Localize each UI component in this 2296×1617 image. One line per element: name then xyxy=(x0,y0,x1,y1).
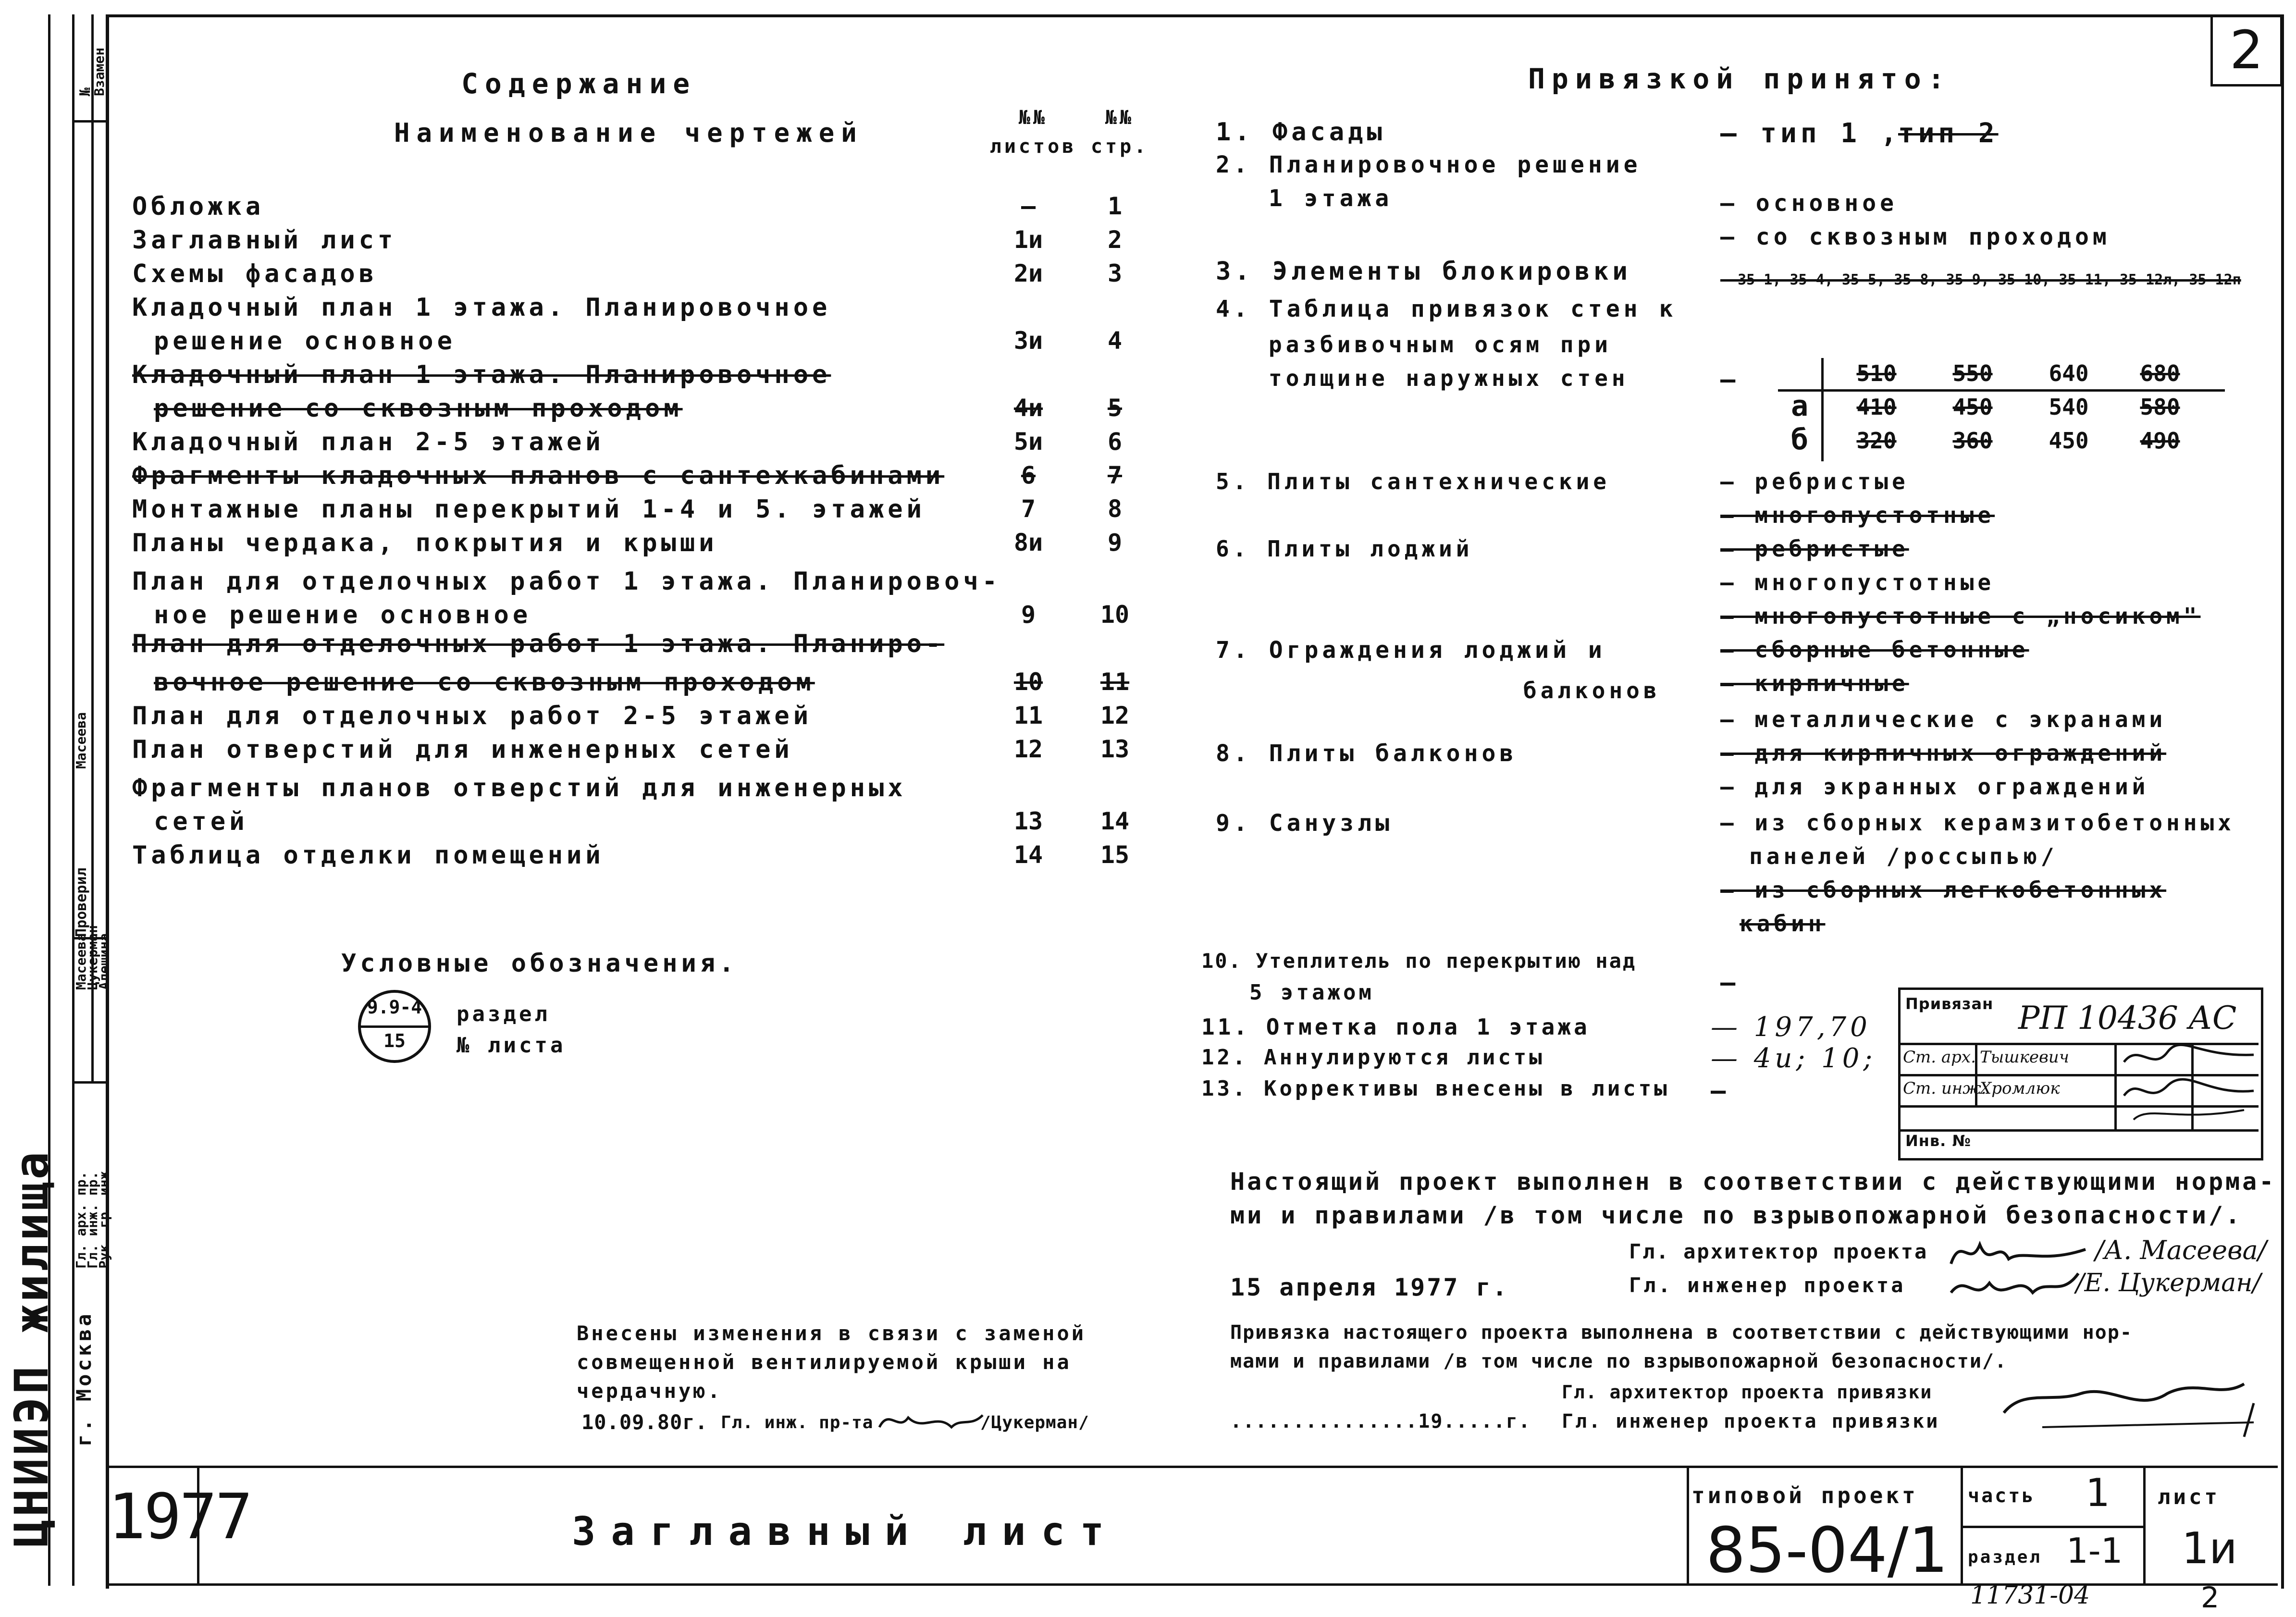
contents-row-name: Схемы фасадов xyxy=(132,259,378,288)
adopted-item-12: 12. Аннулируются листы xyxy=(1201,1045,1545,1070)
adopted-value-12: — 4и; 10; xyxy=(1711,1043,1876,1074)
changes-line-2: совмещенной вентилируемой крыши на xyxy=(577,1350,1072,1374)
adopted-value-6: — многопустотные xyxy=(1720,569,1995,595)
sidebar-name-2: Цукерман xyxy=(85,925,100,990)
legend-title: Условные обозначения. xyxy=(341,949,738,978)
binding-date: ...............19.....г. xyxy=(1230,1410,1531,1432)
adopted-value-13: — xyxy=(1711,1076,1730,1105)
statement-date: 15 апреля 1977 г. xyxy=(1230,1273,1509,1301)
legend-symbol-bottom: 15 xyxy=(383,1030,406,1051)
contents-row-page: 7 xyxy=(1107,461,1123,489)
contents-row-sheet: 5и xyxy=(1013,428,1043,456)
contents-row-sheet: 1и xyxy=(1013,226,1043,254)
adopted-value-7: — металлические с экранами xyxy=(1720,706,2167,732)
wall-table-row-label: б xyxy=(1790,423,1809,457)
changes-line-1: Внесены изменения в связи с заменой xyxy=(577,1321,1086,1345)
wall-table-cell: 640 xyxy=(2049,360,2089,386)
statement-line-2: ми и правилами /в том числе по взрывопожарной безопасности/. xyxy=(1230,1201,2243,1229)
title-sheet-label: лист xyxy=(2158,1485,2220,1509)
adopted-value-2: — основное xyxy=(1720,190,1898,217)
contents-row-name: Монтажные планы перекрытий 1-4 и 5. этажей xyxy=(132,495,926,524)
title-part-value: 1 xyxy=(2086,1470,2110,1515)
contents-row-page: 11 xyxy=(1100,668,1130,696)
title-page-number: 2 xyxy=(2201,1581,2220,1615)
title-sheet-value: 1и xyxy=(2182,1523,2237,1574)
contents-row-sheet: 8и xyxy=(1013,529,1043,556)
contents-header-pages: №№ стр. xyxy=(1091,107,1149,158)
contents-row-name-cont: ное решение основное xyxy=(154,601,532,630)
adopted-item-2-cont: 1 этажа xyxy=(1269,185,1393,212)
contents-row-name: Обложка xyxy=(132,192,265,221)
contents-row-page: 9 xyxy=(1107,529,1123,556)
contents-row-name: Фрагменты кладочных планов с сантехкабинами xyxy=(132,461,945,490)
stamp-role-2: Ст. инж. xyxy=(1903,1079,1987,1098)
contents-row-page: 13 xyxy=(1100,735,1130,763)
legend-symbol-top: 9.9-4 xyxy=(367,997,422,1018)
contents-row-sheet: 11 xyxy=(1013,702,1043,729)
stamp-bound-value: РП 10436 АС xyxy=(2018,1000,2237,1037)
contents-row-page: 10 xyxy=(1100,601,1130,629)
adopted-item-8: 8. Плиты балконов xyxy=(1216,740,1518,767)
adopted-value-3: — 35-1, 35-4, 35-5, 35-8, 35-9, 35-10, 35-11, 35-12л, 35-12п xyxy=(1720,272,2241,288)
adopted-value-9-struck2: кабин xyxy=(1740,911,1826,937)
statement-chief-eng-name: /Е. Цукерман/ xyxy=(2076,1269,2261,1297)
wall-table-cell: 510 xyxy=(1856,360,1897,386)
adopted-item-4-cont: разбивочным осям при xyxy=(1269,332,1612,358)
stamp-inv-label: Инв. № xyxy=(1905,1132,1971,1150)
contents-row-page: 6 xyxy=(1107,428,1123,456)
sidebar-line xyxy=(72,120,106,123)
changes-date: 10.09.80г. xyxy=(581,1410,708,1434)
contents-row-name: Планы чердака, покрытия и крыши xyxy=(132,529,718,557)
contents-row-name: Кладочный план 1 этажа. Планировочное xyxy=(132,293,831,322)
titleblock-top-line xyxy=(106,1466,2278,1468)
statement-chief-arch: Гл. архитектор проекта xyxy=(1629,1240,1928,1263)
stamp-line xyxy=(2114,1043,2117,1129)
wall-table-cell: 540 xyxy=(2049,394,2089,420)
contents-row-name: Фрагменты планов отверстий для инженерных xyxy=(132,774,907,802)
sidebar-name-3: Алешина xyxy=(96,933,112,990)
title-archive-number: 11731-04 xyxy=(1970,1581,2090,1610)
contents-row-name-cont: решение со сквозным проходом xyxy=(154,394,683,423)
contents-row-name: Заглавный лист xyxy=(132,226,397,255)
changes-line-3: чердачную. xyxy=(577,1379,722,1403)
wall-table-vline xyxy=(1821,358,1824,461)
contents-row-sheet: 3и xyxy=(1013,327,1043,355)
adopted-value-11: — 197,70 xyxy=(1711,1012,1871,1043)
contents-row-page: 5 xyxy=(1107,394,1123,422)
contents-row-name-cont: вочное решение со сквозным проходом xyxy=(154,668,815,697)
adopted-item-2: 2. Планировочное решение xyxy=(1216,151,1642,178)
contents-row-name: Таблица отделки помещений xyxy=(132,841,605,870)
stamp-bound-label: Привязан xyxy=(1905,995,1994,1013)
adopted-value-9: — из сборных керамзитобетонных xyxy=(1720,810,2235,836)
binding-chief-eng: Гл. инженер проекта привязки xyxy=(1562,1410,1940,1432)
adopted-item-7: 7. Ограждения лоджий и xyxy=(1216,637,1606,664)
titleblock-line xyxy=(1961,1526,2143,1528)
contents-row-page: 14 xyxy=(1100,807,1130,835)
titleblock-line xyxy=(2143,1466,2146,1586)
titleblock-line xyxy=(1687,1466,1689,1586)
contents-row-name: План для отделочных работ 2-5 этажей xyxy=(132,702,813,730)
contents-row-name-cont: сетей xyxy=(154,807,248,836)
adopted-value-1-struck: тип 2 xyxy=(1898,118,1999,149)
adopted-value-9-struck: — из сборных легкобетонных xyxy=(1720,877,2167,903)
wall-table-cell: 580 xyxy=(2140,394,2180,420)
adopted-value-6-struck: — ребристые xyxy=(1720,536,1909,562)
wall-table-cell: 450 xyxy=(1952,394,1993,420)
adopted-value-2b: — со сквозным проходом xyxy=(1720,223,2111,250)
contents-row-page: 3 xyxy=(1107,259,1123,287)
contents-row-name: План для отделочных работ 1 этажа. Планировоч- xyxy=(132,567,1001,596)
adopted-item-11: 11. Отметка пола 1 этажа xyxy=(1201,1014,1590,1040)
title-part-label: часть xyxy=(1968,1485,2036,1507)
contents-header-name: Наименование чертежей xyxy=(394,118,864,148)
adopted-item-9: 9. Санузлы xyxy=(1216,810,1393,837)
wall-table-cell: 410 xyxy=(1856,394,1897,420)
contents-row-page: 12 xyxy=(1100,702,1130,729)
contents-row-sheet: 2и xyxy=(1013,259,1043,287)
wall-table-cell: 320 xyxy=(1856,428,1897,454)
signature-binding xyxy=(1994,1370,2263,1442)
title-year: 1977 xyxy=(108,1480,251,1553)
wall-table-cell: 680 xyxy=(2140,360,2180,386)
sidebar-line xyxy=(72,1081,106,1084)
contents-row-page: 2 xyxy=(1107,226,1123,254)
adopted-item-13: 13. Коррективы внесены в листы xyxy=(1201,1076,1670,1101)
adopted-item-7-cont: балконов xyxy=(1523,678,1661,704)
contents-row-name: План отверстий для инженерных сетей xyxy=(132,735,793,764)
sidebar-role-3: Рук. гр. инж. xyxy=(96,1163,112,1269)
statement-chief-eng: Гл. инженер проекта xyxy=(1629,1273,1906,1297)
wall-table-dash: — xyxy=(1720,365,1740,394)
contents-row-page: 15 xyxy=(1100,841,1130,869)
contents-row-sheet: 14 xyxy=(1013,841,1043,869)
contents-header-sheets: №№ листов xyxy=(989,107,1077,158)
adopted-item-10-cont: 5 этажом xyxy=(1249,980,1374,1005)
contents-row-sheet: 13 xyxy=(1013,807,1043,835)
contents-title: Содержание xyxy=(461,67,697,100)
contents-row-page: 8 xyxy=(1107,495,1123,523)
contents-row-name: Кладочный план 2-5 этажей xyxy=(132,428,605,457)
sidebar-column-replace: Взамен xyxy=(91,47,107,96)
contents-row-sheet: — xyxy=(1021,192,1036,220)
wall-table-cell: 550 xyxy=(1952,360,1993,386)
adopted-item-4: 4. Таблица привязок стен к xyxy=(1216,296,1677,322)
stamp-signatures xyxy=(2119,1038,2259,1129)
sidebar-checked: Проверил xyxy=(73,867,90,937)
adopted-item-10: 10. Утеплитель по перекрытию над xyxy=(1201,949,1637,973)
contents-row-sheet: 10 xyxy=(1013,668,1043,696)
statement-chief-arch-name: /А. Масеева/ xyxy=(2095,1235,2267,1265)
contents-row-sheet: 4и xyxy=(1013,394,1043,422)
title-section-label: раздел xyxy=(1968,1547,2042,1567)
sidebar-org: ЦНИИЭП жилища xyxy=(5,1148,59,1547)
contents-row-name: План для отделочных работ 1 этажа. Планиро- xyxy=(132,630,945,658)
adopted-value-6-struck2: — многопустотные с „носиком" xyxy=(1720,603,2201,629)
adopted-item-4-cont2: толщине наружных стен xyxy=(1269,365,1629,391)
legend-label-section: раздел xyxy=(457,1002,550,1026)
sidebar-role-1: Гл. арх. пр. xyxy=(73,1171,89,1269)
sheet-number: 2 xyxy=(2230,19,2263,81)
signature-changes xyxy=(875,1403,985,1437)
sidebar-name-1: Масеева xyxy=(73,933,89,990)
title-section-value: 1-1 xyxy=(2066,1531,2123,1571)
binding-line-2: мами и правилами /в том числе по взрывопожарной безопасности/. xyxy=(1230,1350,2008,1372)
adopted-value-5: — ребристые xyxy=(1720,469,1909,494)
statement-line-1: Настоящий проект выполнен в соответствии с действующими норма- xyxy=(1230,1168,2276,1196)
stamp-role-1: Ст. арх. xyxy=(1903,1048,1976,1067)
adopted-item-6: 6. Плиты лоджий xyxy=(1216,536,1473,562)
wall-table-row-label: а xyxy=(1790,389,1809,423)
adopted-value-9b: панелей /россыпью/ xyxy=(1749,843,2058,869)
adopted-item-1: 1. Фасады xyxy=(1216,118,1386,147)
contents-row-page: 1 xyxy=(1107,192,1123,220)
legend-label-sheet: № листа xyxy=(457,1033,566,1058)
title-project-number: 85-04/1 xyxy=(1706,1514,1949,1587)
binding-chief-arch: Гл. архитектор проекта привязки xyxy=(1562,1382,1933,1403)
wall-table-cell: 360 xyxy=(1952,428,1993,454)
contents-row-name-cont: решение основное xyxy=(154,327,456,356)
adopted-value-10: — xyxy=(1720,968,1740,997)
legend-symbol xyxy=(358,990,431,1063)
titleblock-bottom-line xyxy=(106,1583,2278,1586)
sidebar-line xyxy=(91,14,94,1081)
binding-line-1: Привязка настоящего проекта выполнена в соответствии с действующими нор- xyxy=(1230,1321,2133,1344)
contents-row-sheet: 6 xyxy=(1021,461,1036,489)
adopted-value-7-struck: — сборные бетонные xyxy=(1720,637,2029,663)
contents-row-sheet: 12 xyxy=(1013,735,1043,763)
sidebar-role-2: Гл. инж. пр. xyxy=(85,1171,100,1269)
sidebar-city: г. Москва xyxy=(72,1311,96,1446)
adopted-value-7-struck2: — кирпичные xyxy=(1720,670,1909,696)
adopted-value-1: — тип 1 , xyxy=(1720,118,1901,149)
title-project-label: типовой проект xyxy=(1691,1482,1918,1508)
title-main: Заглавный лист xyxy=(572,1509,1120,1555)
contents-row-sheet: 7 xyxy=(1021,495,1036,523)
adopted-value-8-struck: — для кирпичных ограждений xyxy=(1720,740,2167,766)
sidebar-column-no: № xyxy=(77,87,94,96)
contents-row-page: 4 xyxy=(1107,327,1123,355)
adopted-title: Привязкой принято: xyxy=(1528,62,1951,95)
changes-name: /Цукерман/ xyxy=(980,1413,1089,1432)
adopted-value-5-struck: — многопустотные xyxy=(1720,502,1995,528)
wall-table-hline xyxy=(1778,389,2225,392)
wall-table-cell: 450 xyxy=(2049,428,2089,454)
adopted-value-8: — для экранных ограждений xyxy=(1720,774,2149,800)
contents-row-sheet: 9 xyxy=(1021,601,1036,629)
changes-role: Гл. инж. пр-та xyxy=(721,1413,874,1432)
stamp-name-2: Хромлюк xyxy=(1980,1079,2060,1098)
stamp-name-1: Тышкевич xyxy=(1980,1048,2069,1067)
adopted-item-5: 5. Плиты сантехнические xyxy=(1216,469,1610,494)
sidebar-name-1: Масеева xyxy=(73,712,89,769)
contents-row-name: Кладочный план 1 этажа. Планировочное xyxy=(132,360,831,389)
signature-chief-eng xyxy=(1946,1264,2081,1307)
adopted-item-3: 3. Элементы блокировки xyxy=(1216,257,1631,286)
wall-table-cell: 490 xyxy=(2140,428,2180,454)
